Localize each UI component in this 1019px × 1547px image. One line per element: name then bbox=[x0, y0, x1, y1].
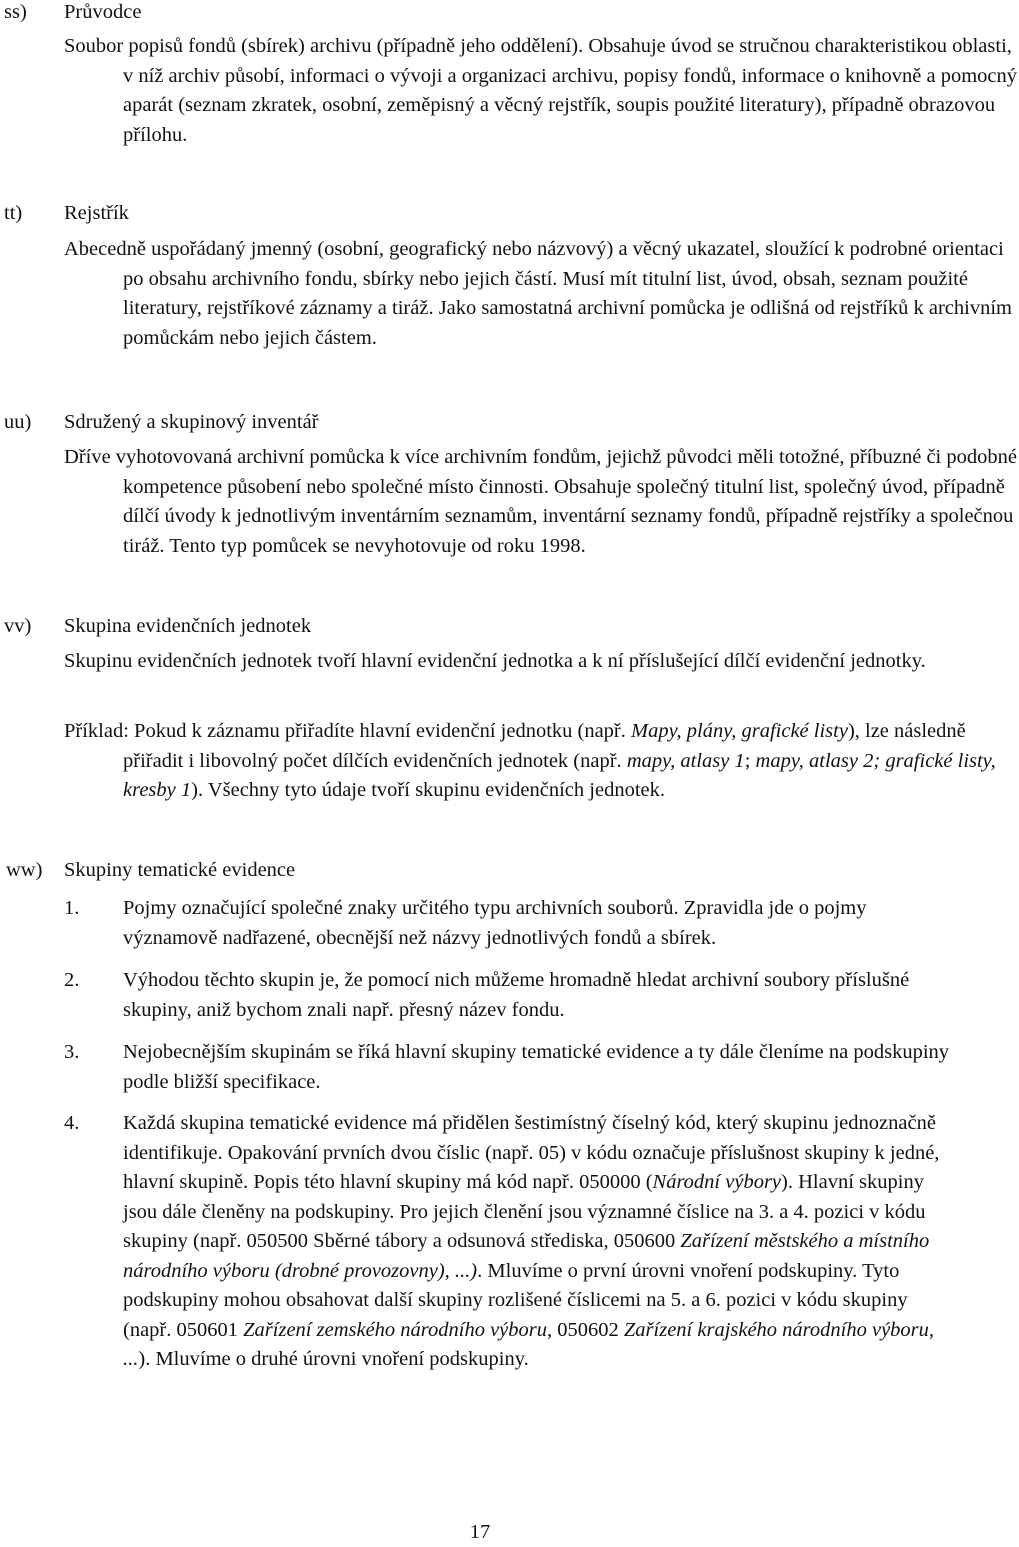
item4-part-2: ). Hlavní skupiny jsou dále členěny na podskupiny. Pro jejich členění jsou významné číslice na 3. a 4. pozici v kódu skupiny (např. 050500 Sběrné tábory a odsunová střediska, 050600 bbox=[123, 1171, 926, 1252]
example-italic-1: Mapy, plány, grafické listy bbox=[631, 720, 848, 742]
entry-title: Skupiny tematické evidence bbox=[64, 859, 296, 881]
list-item bbox=[64, 894, 960, 953]
entry-heading-vv bbox=[0, 612, 960, 641]
entry-title: Průvodce bbox=[64, 1, 142, 23]
item4-italic-4: Zařízení krajského národního výboru, ... bbox=[123, 1318, 935, 1370]
entry-title: Rejstřík bbox=[64, 202, 129, 224]
list-item-number: 1. bbox=[64, 897, 80, 919]
entry-heading-ss bbox=[0, 0, 960, 27]
list-item-text: Pojmy označující společné znaky určitého typu archivních souborů. Zpravidla jde o pojmy významově nadřazené, obecnější než názvy jednotlivých fondů a sbírek. bbox=[123, 897, 867, 949]
example-mid-1: ), lze následně přiřadit i libovolný počet dílčích evidenčních jednotek (např. bbox=[123, 720, 966, 772]
example-italic-2: mapy, atlasy 1 bbox=[626, 749, 745, 772]
entry-definition-vv: Skupinu evidenčních jednotek tvoří hlavní evidenční jednotka a k ní příslušející dílčí evidenční jednotky. bbox=[64, 650, 926, 672]
item4-part-3: . Mluvíme o první úrovni vnoření podskupiny. Tyto podskupiny mohou obsahovat další skupiny rozlišené číslicemi na 5. a 6. pozici v kódu skupiny (např. 050601 bbox=[123, 1259, 908, 1341]
entry-heading-tt bbox=[0, 199, 960, 228]
entry-heading-ww bbox=[0, 856, 960, 885]
list-item-text: Nejobecnějším skupinám se říká hlavní skupiny tematické evidence a ty dále členíme na podskupiny podle bližší specifikace. bbox=[123, 1041, 950, 1093]
entry-label: ss) bbox=[4, 1, 27, 23]
item4-italic-3: Zařízení zemského národního výboru bbox=[243, 1318, 548, 1341]
example-lead: Příklad: Pokud k záznamu přiřadíte hlavní evidenční jednotku (např. bbox=[64, 720, 632, 742]
list-item-number: 3. bbox=[64, 1041, 80, 1063]
page-number: 17 bbox=[469, 1521, 491, 1543]
entry-label: ww) bbox=[6, 859, 43, 881]
example-italic-3: mapy, atlasy 2; grafické listy, kresby 1 bbox=[123, 749, 996, 801]
entry-heading-uu bbox=[0, 408, 960, 437]
list-item bbox=[64, 966, 960, 1025]
example-paragraph bbox=[64, 717, 1016, 806]
list-item-number: 2. bbox=[64, 969, 80, 991]
entry-definition-uu: Dříve vyhotovovaná archivní pomůcka k více archivním fondům, jejichž původci měli totožné, příbuzné či podobné kompetence působení nebo společné místo činnosti. Obsahuje společný titulní list, společný úvod, případně dílčí úvody k jednotlivým inventárním seznamům, inventární seznamy fondů, případně rejstříky a společnou tiráž. Tento typ pomůcek se nevyhotovuje od roku 1998. bbox=[64, 446, 1017, 557]
entry-title: Skupina evidenčních jednotek bbox=[64, 615, 312, 637]
item4-italic-2: Zařízení městského a místního národního výboru (drobné provozovny), ...) bbox=[123, 1230, 930, 1282]
entry-definition-ss: Soubor popisů fondů (sbírek) archivu (případně jeho oddělení). Obsahuje úvod se stručnou charakteristikou oblasti, v níž archiv působí, informaci o vývoji a organizaci archivu, popisy fondů, informace o knihovně a pomocný aparát (seznam zkratek, osobní, zeměpisný a věcný rejstřík, soupis použité literatury), případně obrazovou přílohu. bbox=[64, 35, 1017, 146]
list-item-text bbox=[123, 1109, 957, 1375]
list-item bbox=[64, 1038, 960, 1097]
list-item-text: Výhodou těchto skupin je, že pomocí nich můžeme hromadně hledat archivní soubory příslušné skupiny, aniž bychom znali např. přesný název fondu. bbox=[123, 969, 910, 1021]
item4-part-4: , 050602 bbox=[547, 1318, 624, 1341]
example-mid-2: ; bbox=[744, 749, 756, 772]
entry-label: uu) bbox=[4, 411, 32, 433]
entry-label: tt) bbox=[4, 202, 23, 224]
entry-title: Sdružený a skupinový inventář bbox=[64, 411, 319, 433]
example-tail: ). Všechny tyto údaje tvoří skupinu evidenčních jednotek. bbox=[191, 779, 665, 801]
list-item bbox=[64, 1109, 960, 1375]
item4-italic-1: Národní výbory bbox=[652, 1171, 782, 1193]
item4-part-5: ). Mluvíme o druhé úrovni vnoření podskupiny. bbox=[138, 1348, 529, 1370]
entry-label: vv) bbox=[4, 615, 32, 637]
item4-part-1: Každá skupina tematické evidence má přidělen šestimístný číselný kód, který skupinu jednoznačně identifikuje. Opakování prvních dvou číslic (např. 05) v kódu označuje příslušnost skupiny k jedné, hlavní skupině. Popis této hlavní skupiny má kód např. 050000 ( bbox=[123, 1112, 940, 1193]
list-item-number: 4. bbox=[64, 1112, 80, 1134]
entry-definition-tt: Abecedně uspořádaný jmenný (osobní, geografický nebo názvový) a věcný ukazatel, sloužící k podrobné orientaci po obsahu archivního fondu, sbírky nebo jejich částí. Musí mít titulní list, úvod, obsah, seznam použité literatury, rejstříkové záznamy a tiráž. Jako samostatná archivní pomůcka je odlišná od rejstříků k archivním pomůckám nebo jejich částem. bbox=[64, 238, 1012, 349]
